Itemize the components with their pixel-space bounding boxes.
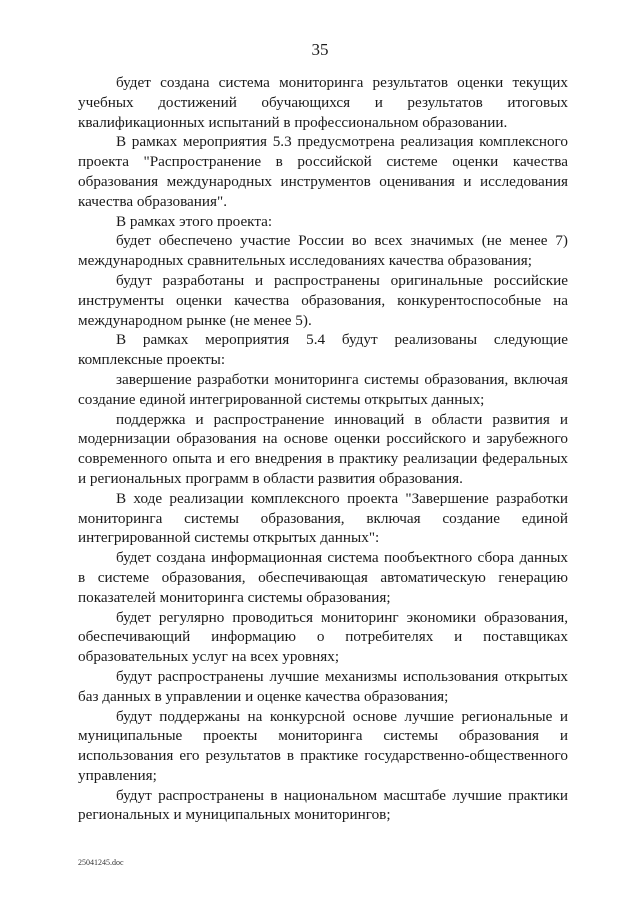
file-name-footer: 25041245.doc xyxy=(78,858,124,867)
paragraph: будет регулярно проводиться мониторинг экономики образования, обеспечивающий информацию о потребителях и поставщиках образовательных услуг на всех уровнях; xyxy=(78,608,568,666)
paragraph: будет обеспечено участие России во всех значимых (не менее 7) международных сравнительных исследованиях качества образования; xyxy=(78,232,568,270)
paragraph: будет создана информационная система пообъектного сбора данных в системе образования, обеспечивающая автоматическую генерацию показателей мониторинга системы образования; xyxy=(78,549,568,606)
page-number: 35 xyxy=(311,40,329,59)
paragraph: завершение разработки мониторинга системы образования, включая создание единой интегрированной системы открытых данных; xyxy=(78,370,568,408)
paragraph: поддержка и распространение инноваций в области развития и модернизации образования на основе оценки российского и зарубежного современного опыта и его внедрения в практику реализации федеральных и региональных программ в области развития образования. xyxy=(78,410,568,487)
paragraph: будут распространены в национальном масштабе лучшие практики региональных и муниципальных мониторингов; xyxy=(78,786,568,824)
paragraph: В рамках мероприятия 5.3 предусмотрена реализация комплексного проекта "Распространение в российской системе оценки качества образования международных инструментов оценивания и исследования качества образования". xyxy=(78,133,568,210)
paragraph: В рамках мероприятия 5.4 будут реализованы следующие комплексные проекты: xyxy=(78,331,568,369)
paragraph: будут разработаны и распространены оригинальные российские инструменты оценки качества образования, конкурентоспособные на международном рынке (не менее 5). xyxy=(78,271,568,329)
paragraph: В рамках этого проекта: xyxy=(116,212,273,230)
paragraph: В ходе реализации комплексного проекта "Завершение разработки мониторинга системы образования, включая создание единой интегрированной системы открытых данных": xyxy=(78,489,568,547)
paragraph: будет создана система мониторинга результатов оценки текущих учебных достижений обучающихся и результатов итоговых квалификационных испытаний в профессиональном образовании. xyxy=(78,74,568,131)
document-body xyxy=(78,73,568,825)
paragraph: будут распространены лучшие механизмы использования открытых баз данных в управлении и оценке качества образования; xyxy=(78,667,568,705)
paragraph: будут поддержаны на конкурсной основе лучшие региональные и муниципальные проекты мониторинга системы образования и использования его результатов в практике государственно-общественного управления; xyxy=(78,707,568,784)
